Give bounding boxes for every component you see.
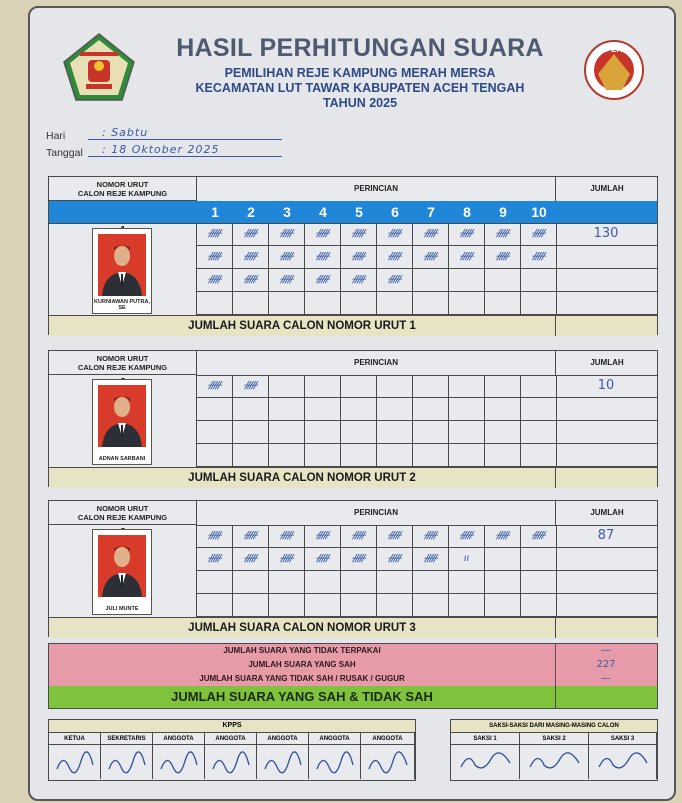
election-name: PEMILIHAN REJE KAMPUNG MERAH MERSA — [224, 66, 496, 80]
tally-cell: ᚏ — [449, 246, 485, 269]
tally-cell — [197, 398, 233, 421]
tally-cell: ᚏ — [341, 269, 377, 292]
tally-cell: ᚏ — [377, 246, 413, 269]
tally-cell: ᚏ — [521, 223, 557, 246]
tally-cell — [341, 444, 377, 467]
column-number: 2 — [247, 204, 255, 220]
tally-cell — [449, 571, 485, 594]
tally-cell — [305, 398, 341, 421]
tally-cell — [485, 398, 521, 421]
column-number: 5 — [355, 204, 363, 220]
candidate-section-2 — [48, 350, 658, 487]
election-year: TAHUN 2025 — [322, 96, 398, 110]
tally-cell — [485, 548, 521, 571]
witness-signature-box — [450, 719, 658, 781]
tally-cell — [305, 571, 341, 594]
tally-cell: ᚏ — [197, 548, 233, 571]
kpps-signature-box — [48, 719, 416, 781]
tally-cell — [449, 269, 485, 292]
candidate-name: JULI MUNTE — [105, 606, 139, 612]
tally-cell: ᚏ — [413, 223, 449, 246]
tally-cell: ᚏ — [233, 246, 269, 269]
tally-cell — [413, 571, 449, 594]
total-cell — [555, 594, 657, 617]
tally-cell: ᚏ — [413, 525, 449, 548]
header-candidate: NOMOR URUT CALON REJE KAMPUNG — [49, 501, 197, 525]
tally-grid — [197, 525, 657, 617]
tally-cell: ᚏ — [485, 223, 521, 246]
tally-cell — [377, 421, 413, 444]
signature-icon — [257, 745, 309, 779]
tally-cell: ᚏ — [233, 548, 269, 571]
tally-cell: ᚏ — [449, 525, 485, 548]
tally-cell: ᚏ — [233, 223, 269, 246]
signature-icon — [205, 745, 257, 779]
candidate-photo — [92, 228, 152, 314]
tally-cell: ᚏ — [377, 525, 413, 548]
kpps-role-label: ANGGOTA — [309, 733, 361, 745]
signature-icon — [153, 745, 205, 779]
tally-cell — [521, 548, 557, 571]
tally-cell — [341, 594, 377, 617]
candidate-name: KURNIAWAN PUTRA, SE — [94, 299, 150, 311]
kpps-role-label: KETUA — [49, 733, 101, 745]
tally-cell — [521, 594, 557, 617]
witness-role-label: SAKSI 1 — [451, 733, 520, 745]
candidate-photo-cell — [49, 375, 197, 467]
tally-grid — [197, 223, 657, 315]
tally-cell: ᚏ — [269, 269, 305, 292]
signature-icon — [309, 745, 361, 779]
tally-cell: ᚏ — [341, 246, 377, 269]
kpps-role-label: ANGGOTA — [361, 733, 415, 745]
tally-cell — [197, 421, 233, 444]
tally-cell — [449, 292, 485, 315]
day-value: : Sabtu — [88, 126, 282, 140]
signature-icon — [589, 745, 657, 779]
tally-cell: ᚏ — [521, 246, 557, 269]
signature-icon — [361, 745, 415, 779]
candidate-name: ADNAN SARBANI — [98, 456, 146, 462]
tally-cell — [521, 571, 557, 594]
witness-signature — [589, 745, 657, 779]
kpps-title: KPPS — [49, 720, 415, 733]
kpps-signature — [257, 745, 309, 779]
candidate-total: 10 — [555, 375, 657, 398]
kpps-signature — [49, 745, 101, 779]
tally-cell — [341, 421, 377, 444]
total-cell — [555, 444, 657, 467]
witness-role-label: SAKSI 3 — [589, 733, 657, 745]
tally-cell: ᚏ — [413, 246, 449, 269]
tally-cell: ᚏ — [197, 246, 233, 269]
tally-cell — [341, 292, 377, 315]
tally-cell: ᚏ — [233, 525, 269, 548]
kpps-role-label: ANGGOTA — [205, 733, 257, 745]
tally-cell — [521, 292, 557, 315]
header-perincian: PERINCIAN — [197, 351, 555, 376]
tally-cell: ᚏ — [377, 269, 413, 292]
tally-cell — [485, 571, 521, 594]
tally-cell — [485, 444, 521, 467]
tally-cell — [341, 375, 377, 398]
tally-cell — [377, 444, 413, 467]
total-cell — [555, 246, 657, 269]
tally-cell — [377, 571, 413, 594]
tally-cell — [413, 444, 449, 467]
tally-cell — [377, 398, 413, 421]
total-cell — [555, 292, 657, 315]
tally-cell — [449, 375, 485, 398]
kpps-signature — [309, 745, 361, 779]
tally-cell — [413, 292, 449, 315]
tally-cell — [449, 421, 485, 444]
header-candidate: NOMOR URUT CALON REJE KAMPUNG — [49, 351, 197, 375]
tally-cell — [485, 292, 521, 315]
tally-cell: ıı — [449, 548, 485, 571]
tally-cell — [413, 269, 449, 292]
tally-cell — [233, 421, 269, 444]
kpps-signature — [205, 745, 257, 779]
tally-cell — [413, 375, 449, 398]
total-cell — [555, 548, 657, 571]
tally-cell: ᚏ — [305, 223, 341, 246]
tally-cell: ᚏ — [377, 548, 413, 571]
column-number: 4 — [319, 204, 327, 220]
tally-cell — [305, 444, 341, 467]
tally-cell — [197, 571, 233, 594]
tally-cell — [197, 594, 233, 617]
column-number: 3 — [283, 204, 291, 220]
summary-row-unused: JUMLAH SUARA YANG TIDAK TERPAKAI — — [49, 644, 657, 659]
tally-cell — [269, 292, 305, 315]
candidate-footer: JUMLAH SUARA CALON NOMOR URUT 2 — [49, 467, 657, 488]
tally-cell — [341, 398, 377, 421]
tally-cell — [197, 292, 233, 315]
tally-cell: ᚏ — [197, 375, 233, 398]
tally-cell: ᚏ — [197, 269, 233, 292]
tally-cell — [377, 594, 413, 617]
header-jumlah: JUMLAH — [555, 501, 658, 526]
witness-title: SAKSI-SAKSI DARI MASING-MASING CALON — [451, 720, 657, 733]
tally-cell: ᚏ — [341, 223, 377, 246]
tally-cell — [341, 571, 377, 594]
candidate-footer: JUMLAH SUARA CALON NOMOR URUT 3 — [49, 617, 657, 638]
tally-cell — [233, 292, 269, 315]
tally-cell — [305, 292, 341, 315]
tally-cell — [377, 375, 413, 398]
kpps-signature — [361, 745, 415, 779]
total-cell — [555, 421, 657, 444]
tally-cell: ᚏ — [305, 525, 341, 548]
tally-cell — [269, 421, 305, 444]
tally-cell — [233, 444, 269, 467]
person-portrait-icon — [98, 535, 146, 597]
candidate-photo-cell — [49, 223, 197, 315]
signature-icon — [101, 745, 153, 779]
tally-cell — [521, 444, 557, 467]
column-number-row — [49, 201, 657, 224]
kpps-signature — [153, 745, 205, 779]
summary-row-valid: JUMLAH SUARA YANG SAH 227 — [49, 658, 657, 673]
tally-cell — [413, 398, 449, 421]
total-cell — [555, 269, 657, 292]
kpps-role-label: ANGGOTA — [257, 733, 309, 745]
header-perincian: PERINCIAN — [197, 177, 555, 202]
tally-cell: ᚏ — [197, 223, 233, 246]
signature-icon — [49, 745, 101, 779]
candidate-photo-cell — [49, 525, 197, 617]
witness-signature — [451, 745, 520, 779]
candidate-section-1 — [48, 176, 658, 335]
tally-cell — [485, 269, 521, 292]
day-field — [46, 126, 149, 142]
summary-row-invalid: JUMLAH SUARA YANG TIDAK SAH / RUSAK / GUGUR — — [49, 672, 657, 687]
tally-cell: ᚏ — [377, 223, 413, 246]
date-label: Tanggal — [46, 147, 83, 159]
tally-cell: ᚏ — [305, 548, 341, 571]
signature-icon — [451, 745, 520, 779]
tally-cell — [233, 571, 269, 594]
grand-total-row: JUMLAH SUARA YANG SAH & TIDAK SAH — [49, 686, 657, 708]
tally-cell — [305, 421, 341, 444]
tally-cell — [197, 444, 233, 467]
header-jumlah: JUMLAH — [555, 351, 658, 376]
tally-cell: ᚏ — [269, 223, 305, 246]
tally-cell: ᚏ — [197, 525, 233, 548]
date-value: : 18 Oktober 2025 — [88, 143, 282, 157]
witness-signature — [520, 745, 589, 779]
tally-cell — [269, 398, 305, 421]
tally-cell — [233, 594, 269, 617]
header-candidate: NOMOR URUT CALON REJE KAMPUNG — [49, 177, 197, 201]
tally-cell: ᚏ — [485, 525, 521, 548]
tally-cell: ᚏ — [485, 246, 521, 269]
column-number: 7 — [427, 204, 435, 220]
tally-cell: ᚏ — [233, 375, 269, 398]
candidate-total: 87 — [555, 525, 657, 548]
tally-cell: ᚏ — [449, 223, 485, 246]
tally-cell: ᚏ — [305, 246, 341, 269]
tally-cell — [413, 594, 449, 617]
date-field — [46, 143, 220, 159]
tally-cell — [413, 421, 449, 444]
tally-cell — [305, 375, 341, 398]
vote-summary — [48, 643, 658, 709]
person-portrait-icon — [98, 234, 146, 296]
tally-cell — [269, 571, 305, 594]
witness-role-label: SAKSI 2 — [520, 733, 589, 745]
total-cell — [555, 571, 657, 594]
tally-cell: ᚏ — [233, 269, 269, 292]
kpps-role-label: ANGGOTA — [153, 733, 205, 745]
tally-cell — [485, 594, 521, 617]
tally-cell — [377, 292, 413, 315]
header-jumlah: JUMLAH — [555, 177, 658, 202]
candidate-photo — [92, 379, 152, 465]
column-number: 8 — [463, 204, 471, 220]
column-number: 6 — [391, 204, 399, 220]
kpps-role-label: SEKRETARIS — [101, 733, 153, 745]
tally-cell — [485, 421, 521, 444]
person-portrait-icon — [98, 385, 146, 447]
tally-cell — [521, 269, 557, 292]
tally-cell — [521, 421, 557, 444]
column-number: 10 — [531, 204, 547, 220]
tally-cell: ᚏ — [269, 246, 305, 269]
tally-cell — [449, 444, 485, 467]
tally-cell: ᚏ — [413, 548, 449, 571]
kpps-signature — [101, 745, 153, 779]
tally-cell: ᚏ — [269, 548, 305, 571]
candidate-section-3 — [48, 500, 658, 637]
signature-icon — [520, 745, 589, 779]
tally-cell — [269, 444, 305, 467]
total-cell — [555, 398, 657, 421]
p2r-logo-text: P2R — [605, 44, 623, 54]
column-number: 9 — [499, 204, 507, 220]
p2r-committee-emblem-icon — [584, 34, 644, 106]
candidate-photo — [92, 529, 152, 615]
candidate-total: 130 — [555, 223, 657, 246]
tally-cell — [305, 594, 341, 617]
header-perincian: PERINCIAN — [197, 501, 555, 526]
tally-cell — [449, 398, 485, 421]
tally-cell: ᚏ — [305, 269, 341, 292]
candidate-footer: JUMLAH SUARA CALON NOMOR URUT 1 — [49, 315, 657, 336]
tally-cell — [233, 398, 269, 421]
tally-cell — [269, 375, 305, 398]
page-title: HASIL PERHITUNGAN SUARA — [176, 34, 544, 62]
tally-cell — [521, 375, 557, 398]
tally-cell: ᚏ — [269, 525, 305, 548]
tally-cell: ᚏ — [341, 548, 377, 571]
column-number: 1 — [211, 204, 219, 220]
tally-cell: ᚏ — [521, 525, 557, 548]
tally-cell — [521, 398, 557, 421]
day-label: Hari — [46, 130, 66, 142]
district-name: KECAMATAN LUT TAWAR KABUPATEN ACEH TENGAH — [195, 81, 525, 95]
tally-cell — [485, 375, 521, 398]
tally-grid — [197, 375, 657, 467]
regency-emblem-icon — [62, 32, 136, 102]
tally-cell: ᚏ — [341, 525, 377, 548]
tally-cell — [449, 594, 485, 617]
tally-cell — [269, 594, 305, 617]
